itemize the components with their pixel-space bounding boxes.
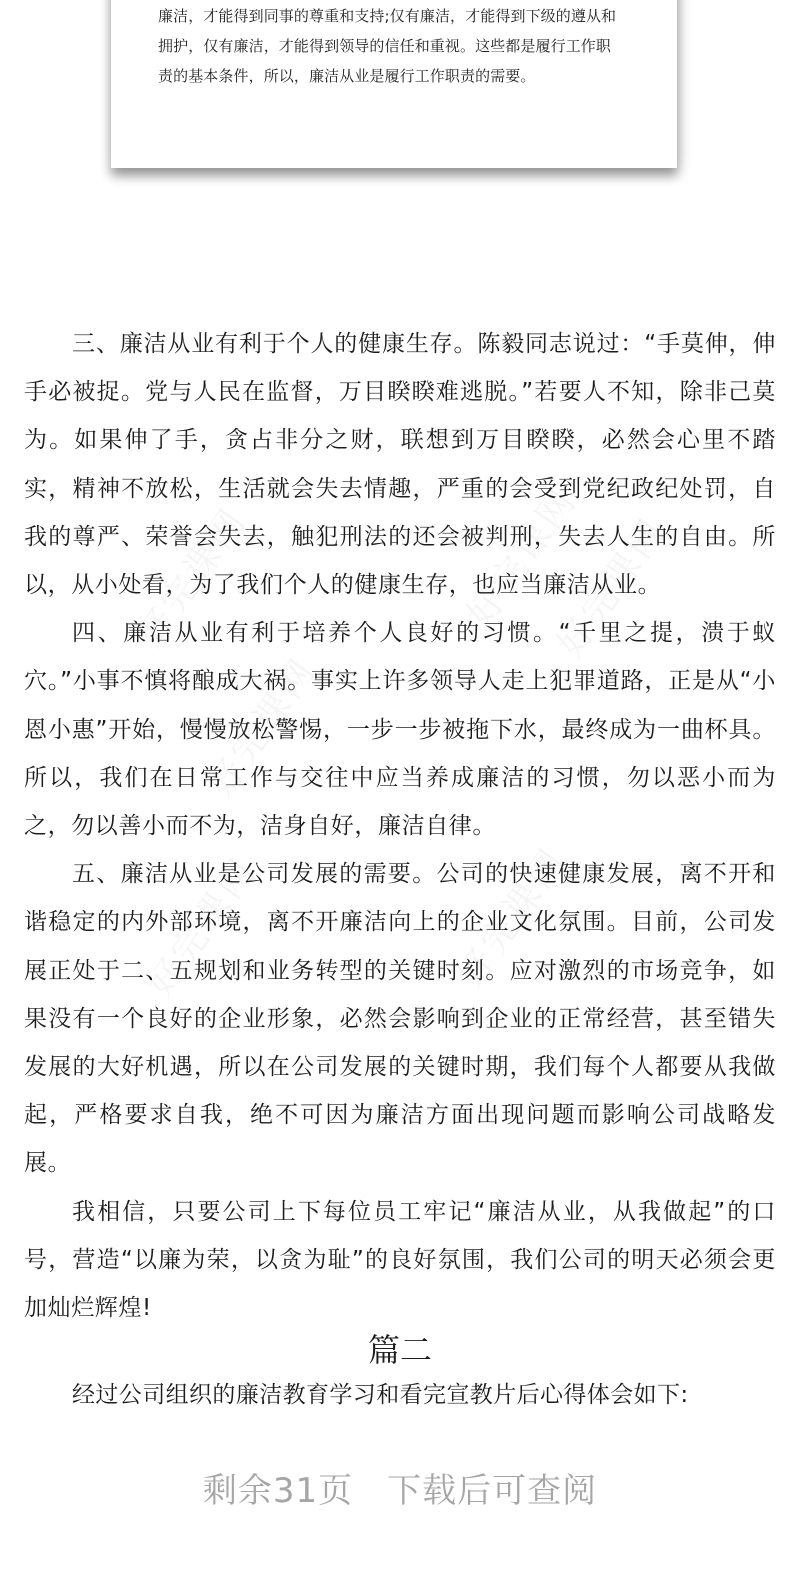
paragraph-4-good-habits: 四、廉洁从业有利于培养个人良好的习惯。“千里之提，溃于蚁穴。”小事不慎将酿成大祸。事实上许多领导人走上犯罪道路，正是从“小恩小惠”开始，慢慢放松警惕，一步一步被拖下水，最终成为一曲杯具。所以，我们在日常工作与交往中应当养成廉洁的习惯，勿以恶小而为之，勿以善小而不为，洁身自好，廉洁自律。 (24, 620, 776, 840)
previous-page-preview-card (111, 0, 677, 168)
download-hint-label: 下载后可查阅 (387, 1471, 598, 1511)
paragraph-3-personal-survival: 三、廉洁从业有利于个人的健康生存。陈毅同志说过：“手莫伸，伸手必被捉。党与人民在监督，万目睽睽难逃脱。”若要人不知，除非己莫为。如果伸了手，贪占非分之财，联想到万目睽睽，必然会心里不踏实，精神不放松，生活就会失去情趣，严重的会受到党纪政纪处罚，自我的尊严、荣誉会失去，触犯刑法的还会被判刑，失去人生的自由。所以，从小处看，为了我们个人的健康生存，也应当廉洁从业。 (24, 331, 776, 599)
preview-line: 廉洁，才能得到同事的尊重和支持;仅有廉洁，才能得到下级的遵从和 (158, 7, 617, 25)
preview-card-text (158, 1, 638, 91)
preview-line: 拥护，仅有廉洁，才能得到领导的信任和重视。这些都是履行工作职 (158, 37, 612, 55)
section-intro: 经过公司组织的廉洁教育学习和看完宣教片后心得体会如下: (72, 1382, 689, 1408)
paragraph-conclusion: 我相信，只要公司上下每位员工牢记“廉洁从业，从我做起”的口号，营造“以廉为荣，以贪为耻”的良好氛围，我们公司的明天必须会更加灿烂辉煌! (24, 1198, 776, 1322)
remaining-pages-label: 剩余31页 (202, 1471, 354, 1511)
paragraph-5-company-development: 五、廉洁从业是公司发展的需要。公司的快速健康发展，离不开和谐稳定的内外部环境，离不开廉洁向上的企业文化氛围。目前，公司发展正处于二、五规划和业务转型的关键时刻。应对激烈的市场竞争，如果没有一个良好的企业形象，必然会影响到企业的正常经营，甚至错失发展的大好机遇，所以在公司发展的关键时期，我们每个人都要从我做起，严格要求自我，绝不可因为廉洁方面出现问题而影响公司战略发展。 (24, 861, 776, 1177)
preview-line: 责的基本条件，所以，廉洁从业是履行工作职责的需要。 (158, 67, 536, 85)
download-to-view-banner[interactable] (0, 1466, 800, 1516)
section-title: 篇二 (367, 1331, 432, 1369)
document-body (24, 320, 776, 1332)
